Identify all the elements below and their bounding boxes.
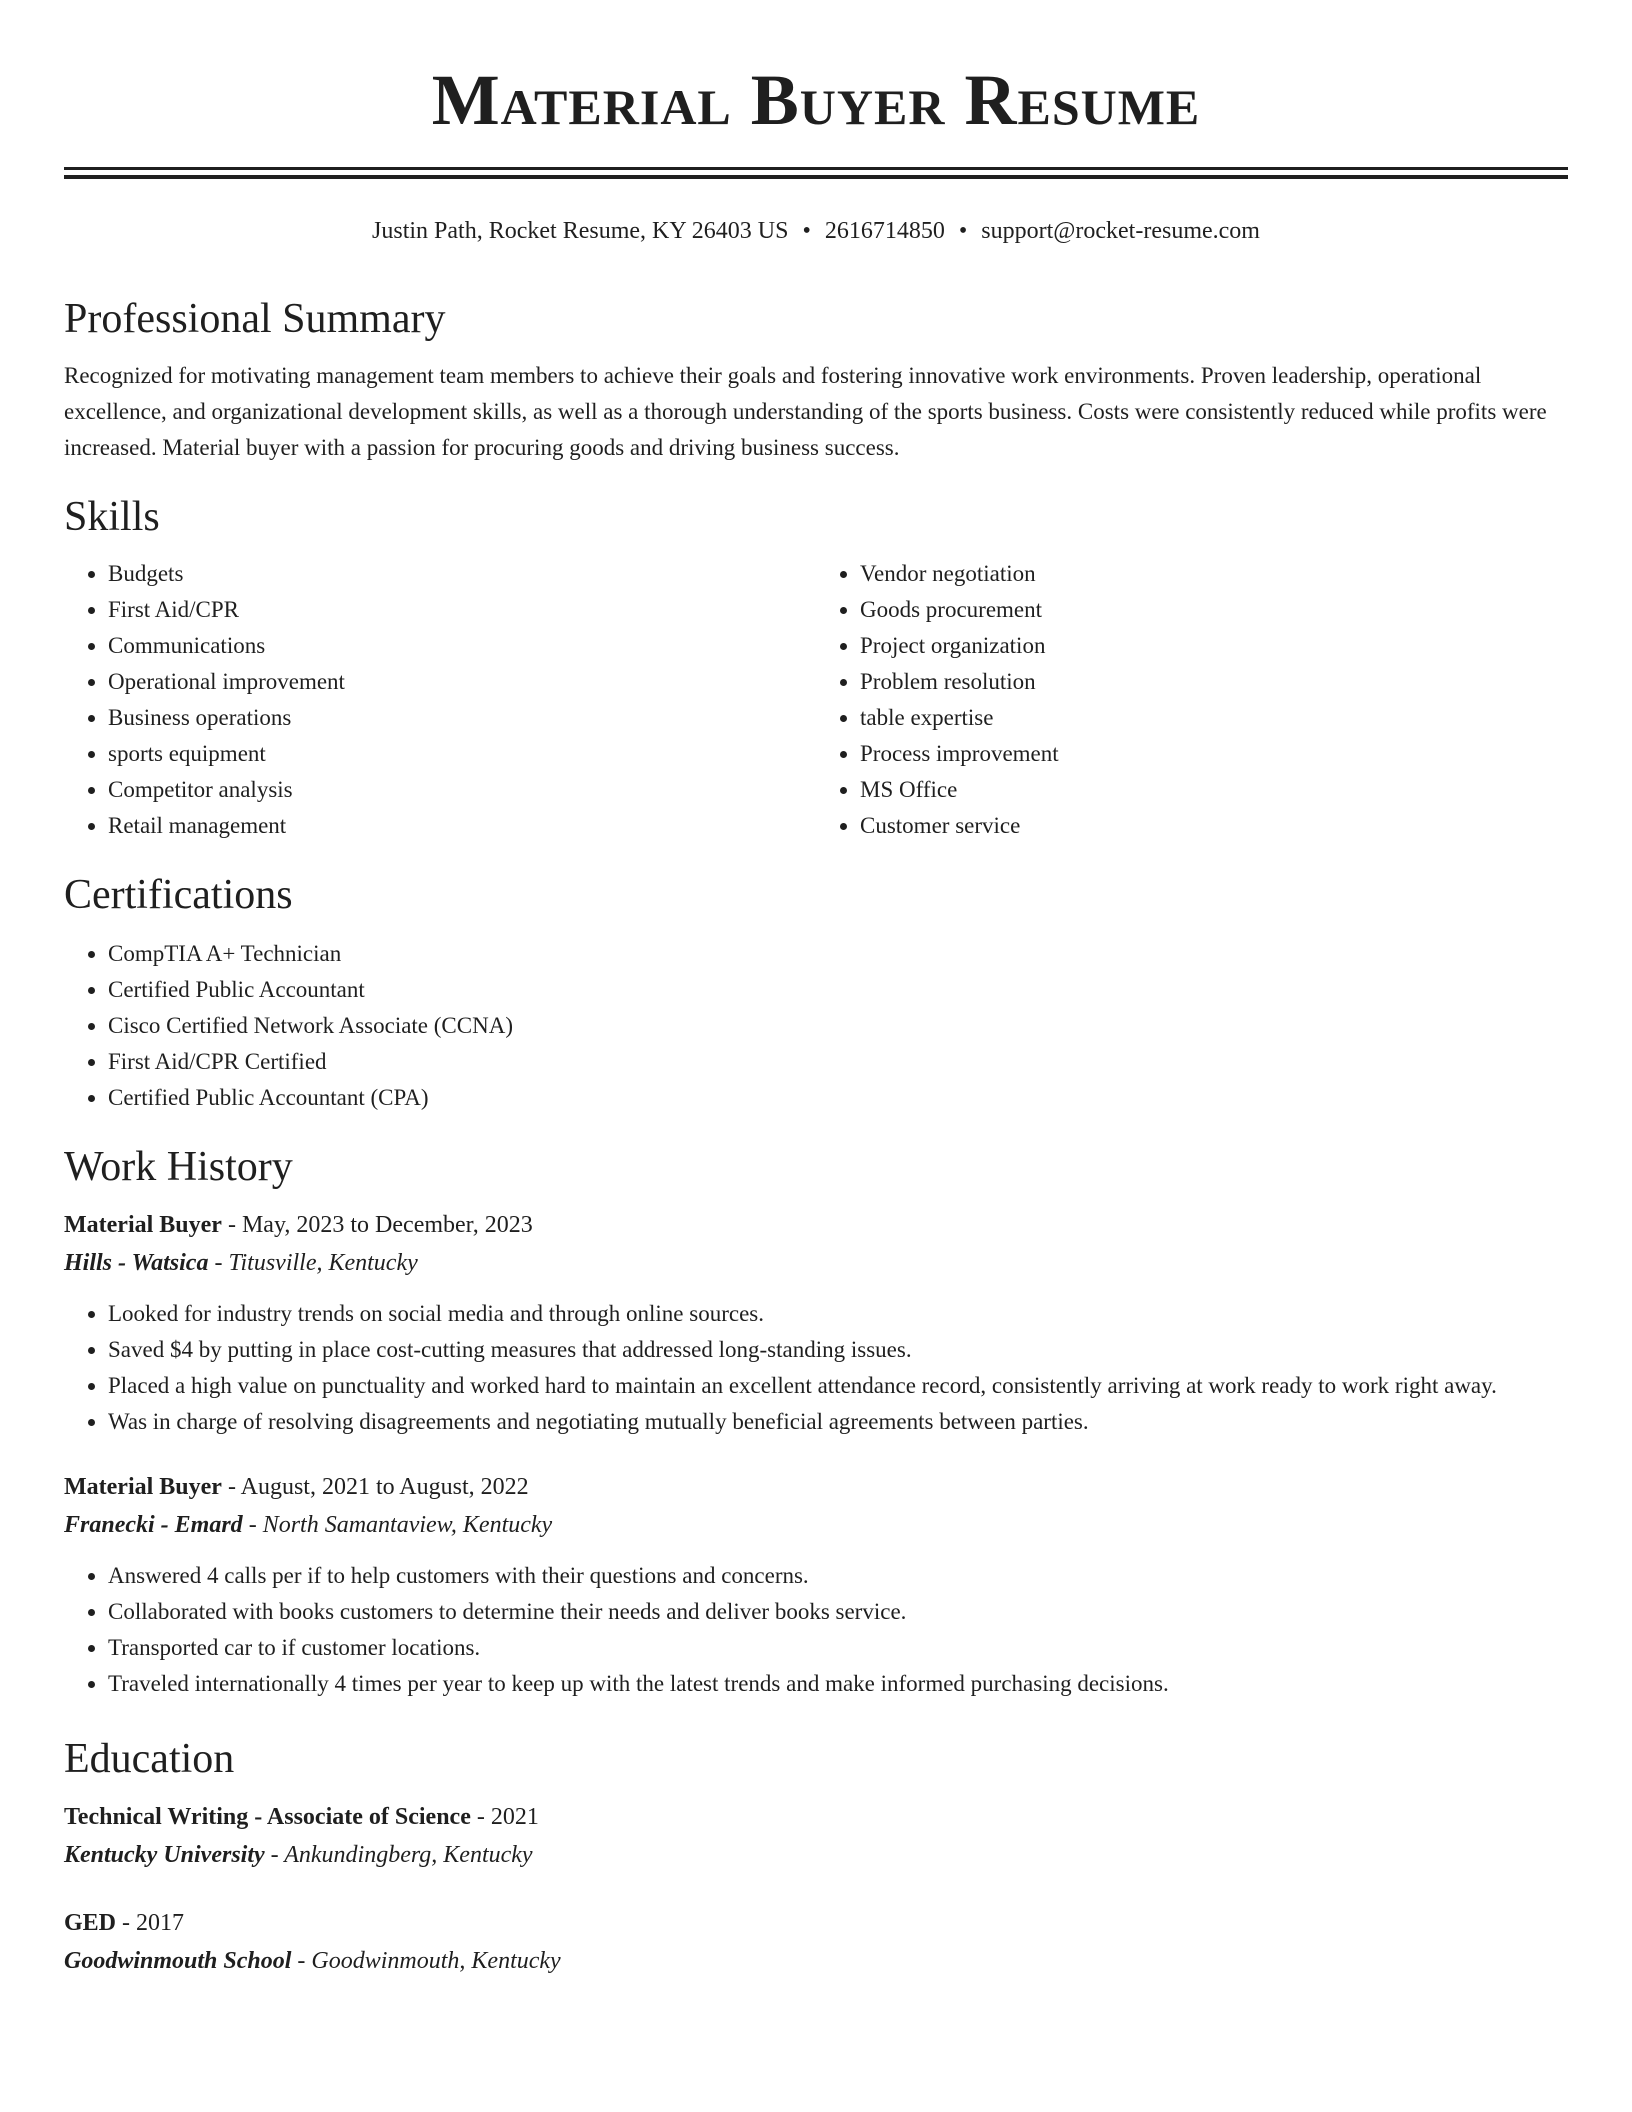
- job-location: North Samantaview, Kentucky: [262, 1512, 553, 1538]
- education-school: Kentucky University: [64, 1842, 265, 1868]
- skill-item: • Retail management: [108, 808, 816, 844]
- job-title: Material Buyer: [64, 1212, 222, 1238]
- education-section: [64, 1730, 1568, 1980]
- skill-item: • Vendor negotiation: [860, 556, 1568, 592]
- certification-item: • CompTIA A+ Technician: [108, 936, 1568, 972]
- job-bullets: [64, 1296, 1568, 1440]
- contact-line: [64, 213, 1568, 249]
- job-title: Material Buyer: [64, 1474, 222, 1500]
- job-company-line: Hills - Watsica - Titusville, Kentucky: [64, 1250, 418, 1276]
- title-rule-top: [64, 167, 1568, 170]
- education-degree-line: Technical Writing - Associate of Science - 2021: [64, 1804, 539, 1830]
- education-year: 2021: [490, 1804, 539, 1830]
- job-bullet: • Looked for industry trends on social media and through online sources.: [108, 1296, 1568, 1332]
- skill-item: • sports equipment: [108, 736, 816, 772]
- skill-item: • table expertise: [860, 700, 1568, 736]
- job-bullet: • Answered 4 calls per if to help customers with their questions and concerns.: [108, 1558, 1568, 1594]
- skill-item: • Budgets: [108, 556, 816, 592]
- skill-item: • Project organization: [860, 628, 1568, 664]
- skills-section: [64, 488, 1568, 844]
- job-bullet: • Saved $4 by putting in place cost-cutting measures that addressed long-standing issues.: [108, 1332, 1568, 1368]
- resume-title: Material Buyer Resume: [431, 60, 1201, 140]
- work-history-section: [64, 1138, 1568, 1702]
- education-entry: [64, 1798, 1568, 1874]
- education-school: Goodwinmouth School: [64, 1948, 292, 1974]
- job-entry: [64, 1468, 1568, 1702]
- skill-item: • Competitor analysis: [108, 772, 816, 808]
- job-bullet: • Was in charge of resolving disagreements and negotiating mutually beneficial agreements between parties.: [108, 1404, 1568, 1440]
- job-company: Franecki - Emard: [64, 1512, 243, 1538]
- education-school-line: Goodwinmouth School - Goodwinmouth, Kentucky: [64, 1948, 561, 1974]
- contact-email: support@rocket-resume.com: [981, 218, 1260, 244]
- education-degree: GED: [64, 1910, 117, 1936]
- job-bullet: • Placed a high value on punctuality and worked hard to maintain an excellent attendance record, consistently arriving at work ready to work right away.: [108, 1368, 1568, 1404]
- certification-item: • Certified Public Accountant (CPA): [108, 1080, 1568, 1116]
- education-list: [64, 1798, 1568, 1980]
- job-bullets: [64, 1558, 1568, 1702]
- skill-item: • Operational improvement: [108, 664, 816, 700]
- skill-item: • Problem resolution: [860, 664, 1568, 700]
- job-location: Titusville, Kentucky: [228, 1250, 418, 1276]
- education-entry: [64, 1904, 1568, 1980]
- certifications-heading: Certifications: [64, 872, 293, 918]
- job-bullet: • Traveled internationally 4 times per year to keep up with the latest trends and make informed purchasing decisions.: [108, 1666, 1568, 1702]
- job-bullet: • Transported car to if customer locations.: [108, 1630, 1568, 1666]
- summary-text: Recognized for motivating management team members to achieve their goals and fostering innovative work environments. Proven leadership, operational excellence, and organizational development skills, as well as a thorough understanding of the sports business. Costs were consistently reduced while profits were increased. Material buyer with a passion for procuring goods and driving business success.: [64, 363, 1547, 460]
- skill-item: • Business operations: [108, 700, 816, 736]
- skill-item: • Goods procurement: [860, 592, 1568, 628]
- education-degree: Technical Writing - Associate of Science: [64, 1804, 471, 1830]
- certification-item: • First Aid/CPR Certified: [108, 1044, 1568, 1080]
- certifications-section: [64, 866, 1568, 1116]
- job-company: Hills - Watsica: [64, 1250, 209, 1276]
- skill-item: • Process improvement: [860, 736, 1568, 772]
- certification-item: • Certified Public Accountant: [108, 972, 1568, 1008]
- education-degree-line: GED - 2017: [64, 1910, 185, 1936]
- contact-address: Justin Path, Rocket Resume, KY 26403 US: [372, 218, 789, 244]
- certifications-list: [64, 936, 1568, 1116]
- education-location: Ankundingberg, Kentucky: [284, 1842, 533, 1868]
- summary-heading: Professional Summary: [64, 296, 446, 342]
- skills-left-list: [64, 556, 816, 844]
- contact-separator: •: [958, 218, 968, 244]
- job-company-line: Franecki - Emard - North Samantaview, Kentucky: [64, 1512, 553, 1538]
- skill-item: • Customer service: [860, 808, 1568, 844]
- skills-heading: Skills: [64, 494, 160, 540]
- skill-item: • Communications: [108, 628, 816, 664]
- resume-content: [64, 290, 1568, 2010]
- education-heading: Education: [64, 1736, 235, 1782]
- work-history-heading: Work History: [64, 1144, 293, 1190]
- education-school-line: Kentucky University - Ankundingberg, Kentucky: [64, 1842, 533, 1868]
- job-dates: August, 2021 to August, 2022: [240, 1474, 529, 1500]
- skills-columns: [64, 556, 1568, 844]
- skill-item: • MS Office: [860, 772, 1568, 808]
- contact-phone: 2616714850: [824, 218, 945, 244]
- contact-separator: •: [802, 218, 811, 244]
- education-location: Goodwinmouth, Kentucky: [311, 1948, 561, 1974]
- certification-item: • Cisco Certified Network Associate (CCNA): [108, 1008, 1568, 1044]
- skill-item: • First Aid/CPR: [108, 592, 816, 628]
- skills-right-list: [816, 556, 1568, 844]
- job-title-line: Material Buyer - May, 2023 to December, 2023: [64, 1212, 533, 1238]
- job-entry: [64, 1206, 1568, 1440]
- job-title-line: Material Buyer - August, 2021 to August, 2022: [64, 1474, 529, 1500]
- summary-section: [64, 290, 1568, 466]
- title-rule-bottom: [64, 175, 1568, 179]
- job-dates: May, 2023 to December, 2023: [241, 1212, 533, 1238]
- job-bullet: • Collaborated with books customers to determine their needs and deliver books service.: [108, 1594, 1568, 1630]
- education-year: 2017: [136, 1910, 185, 1936]
